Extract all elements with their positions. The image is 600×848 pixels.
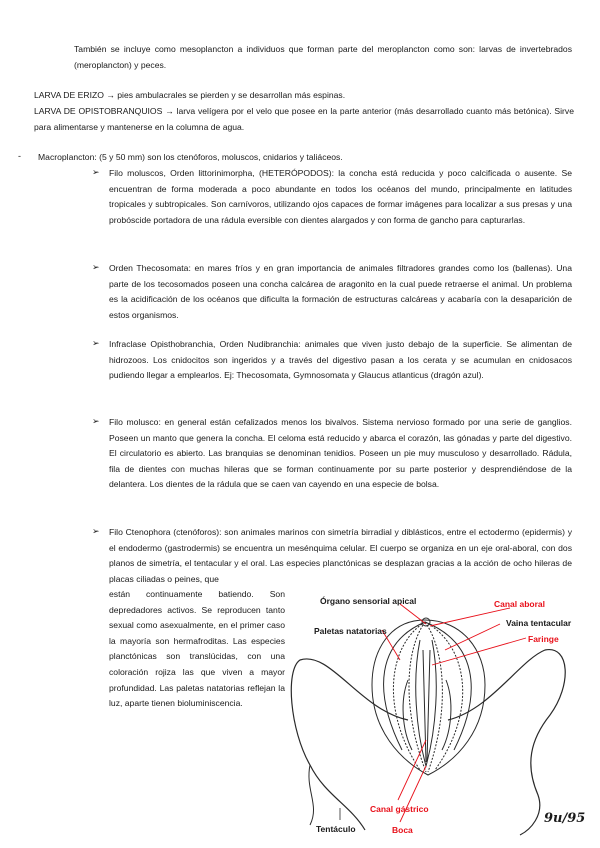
macroplancton-bullet: - bbox=[18, 151, 21, 161]
label-vaina-tentacular: Vaina tentacular bbox=[506, 618, 572, 628]
larva-erizo: LARVA DE ERIZO → pies ambulacrales se pierden y se desarrollan más espinas. bbox=[34, 90, 346, 100]
ctenophore-diagram bbox=[280, 590, 586, 840]
item-ctenophora: Filo Ctenophora (ctenóforos): son animales marinos con simetría birradial y diblásticos, entre el ectodermo (epidermis) y el endodermo (gastrodermis) se encuentra un mesénquima celular. El cuerpo se organiza en un eje oral-aboral, con dos planos de simetría, el tentacular y el oral. Las especies planctónicas se desplazan gracias a la acción de ocho hileras de placas ciliadas o peines, que bbox=[109, 527, 572, 584]
label-canal-aboral: Canal aboral bbox=[494, 599, 546, 609]
item-molusco: Filo molusco: en general están cefalizados menos los bivalvos. Sistema nervioso formado por una serie de ganglios. Poseen un manto que genera la concha. El celoma está reducido y abarca el corazón, las gónadas y parte del digestivo. El circulatorio es abierto. Las branquias se denominan tenidios. Poseen un pie muy musculoso y desarrollado. Rádula, fila de dientes con muchas hileras que se forman continuamente por su parte posterior y desprendiéndose de la delantera. Los dientes de la rádula que se caen van cayendo en una especie de bolsa. bbox=[109, 417, 572, 490]
label-tentaculo: Tentáculo bbox=[316, 824, 356, 834]
item-thecosomata: Orden Thecosomata: en mares fríos y en gran importancia de animales filtradores grandes como los (ballenas). Una parte de los tecosomados poseen una concha calcárea de aragonito en la cual puede retraerse el animal. Un problema es la acidificación de los océanos que dificulta la formación de estructuras calcáreas y acabaría con la desaparición de estos organismos. bbox=[109, 263, 572, 320]
ctenophora-continuation: están continuamente batiendo. Son depredadores activos. Se reproducen tanto sexual como asexualmente, en el primer caso la mayoría son hermafroditas. Las especies planctónicas son translúcidas, con una coloración rojiza las que viven a mayor profundidad. Las paletas natatorias reflejan la luz, aparte tienen bioluminiscencia. bbox=[109, 589, 285, 709]
arrow-bullet-icon: ➢ bbox=[92, 526, 100, 536]
intro-paragraph: También se incluye como mesoplancton a individuos que forman parte del meroplancton como son: larvas de invertebrados (meroplancton) y peces. bbox=[74, 44, 572, 70]
arrow-bullet-icon: ➢ bbox=[92, 416, 100, 426]
label-canal-gastrico: Canal gástrico bbox=[370, 804, 429, 814]
label-organo-sensorial: Órgano sensorial apical bbox=[320, 596, 417, 606]
label-boca: Boca bbox=[392, 825, 413, 835]
right-tentacle bbox=[448, 650, 565, 835]
arrow-bullet-icon: ➢ bbox=[92, 167, 100, 177]
signature: 9u/95 bbox=[544, 811, 586, 826]
item-heteropodos: Filo moluscos, Orden littorinimorpha, (HETERÓPODOS): la concha está reducida y poco calcificada o ausente. Se encuentran de forma moderada a poco abundante en todos los océanos del mundo, principalmente en latitudes tropicales y subtropicales. Son carnívoros, utilizando ojos capaces de formar imágenes para localizar a sus presas y una probóscide portadora de una rádula eversible con dientes alargados y con forma de gancho para capturarlas. bbox=[109, 168, 572, 225]
arrow-bullet-icon: ➢ bbox=[92, 262, 100, 272]
macroplancton-heading: Macroplancton: (5 y 50 mm) son los ctenóforos, moluscos, cnidarios y taliáceos. bbox=[38, 152, 343, 162]
item-nudibranchia: Infraclase Opisthobranchia, Orden Nudibranchia: animales que viven justo debajo de la superficie. Se alimentan de hidrozoos. Los cnidocitos son ingeridos y a través del digestivo pasan a los cerata y se acumulan en cnidosacos pudiendo llegar a emplearlos. Ej: Thecosomata, Gymnosomata y Glaucus atlanticus (dragón azul). bbox=[109, 339, 572, 381]
arrow-bullet-icon: ➢ bbox=[92, 338, 100, 348]
larva-opistobranquios: LARVA DE OPISTOBRANQUIOS → larva velígera por el velo que posee en la parte anterior (más desarrollado cuanto más betónica). Sirve para alimentarse y mantenerse en la columna de agua. bbox=[34, 106, 574, 132]
label-faringe: Faringe bbox=[528, 634, 559, 644]
label-paletas: Paletas natatorias bbox=[314, 626, 387, 636]
